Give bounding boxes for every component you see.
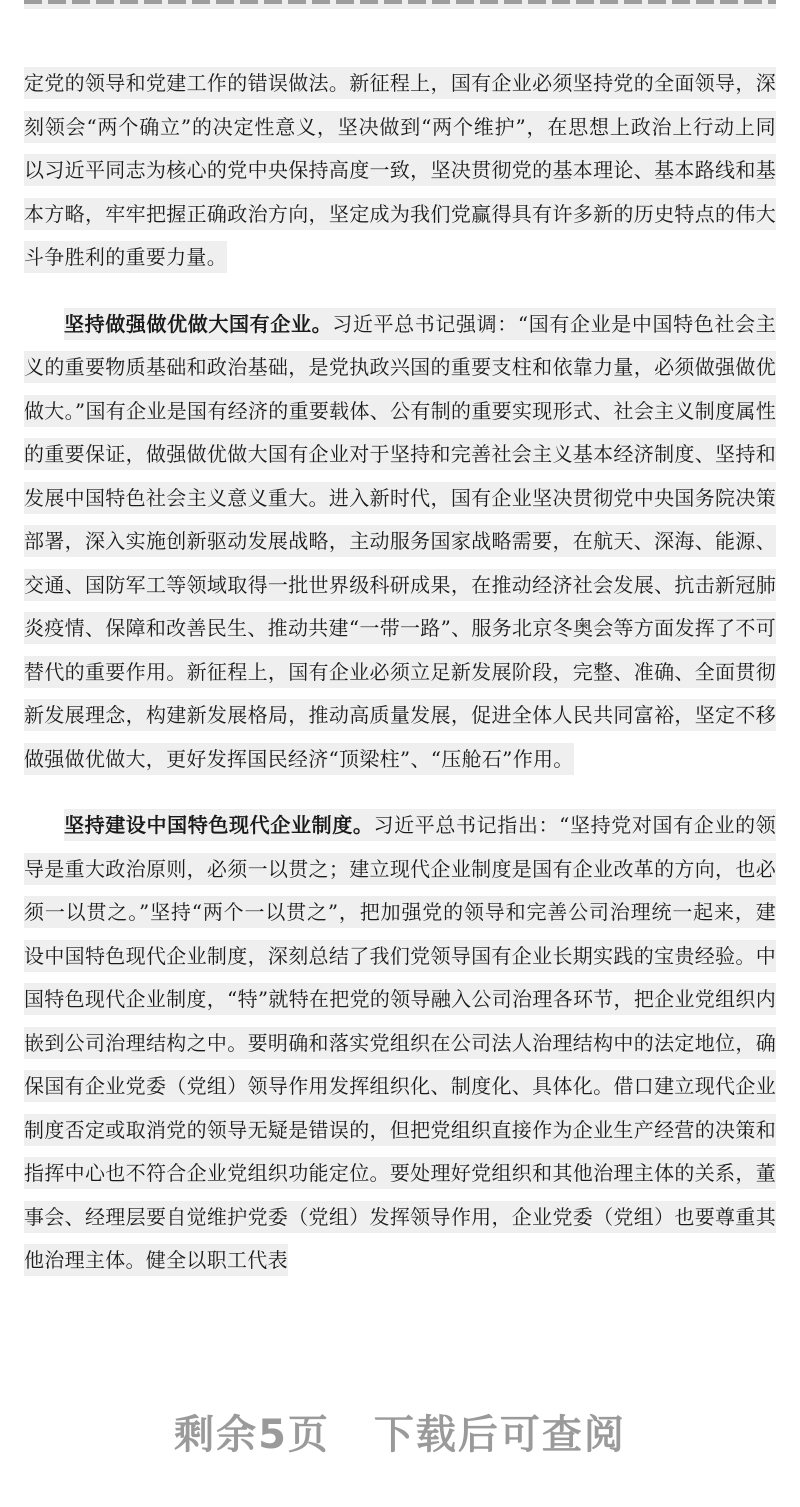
- paragraph-text: 定党的领导和党建工作的错误做法。新征程上，国有企业必须坚持党的全面领导，深刻领会“两个确立”的决定性意义，坚决做到“两个维护”，在思想上政治上行动上同以习近平同志为核心的党中央保持高度一致，坚决贯彻党的基本理论、基本路线和基本方略，牢牢把握正确政治方向，坚定成为我们党赢得具有许多新的历史特点的伟大斗争胜利的重要力量。: [24, 67, 776, 273]
- download-to-read-more-banner[interactable]: [0, 1403, 800, 1460]
- truncated-previous-line: [24, 0, 776, 9]
- paragraph-modern-enterprise-system: [24, 804, 776, 1283]
- paragraph-text: 习近平总书记指出：“坚持党对国有企业的领导是重大政治原则，必须一以贯之；建立现代企业制度是国有企业改革的方向，也必须一以贯之。”坚持“两个一以贯之”，把加强党的领导和完善公司治理统一起来，建设中国特色现代企业制度，深刻总结了我们党领导国有企业长期实践的宝贵经验。中国特色现代企业制度，“特”就特在把党的领导融入公司治理各环节，把企业党组织内嵌到公司治理结构之中。要明确和落实党组织在公司法人治理结构中的法定地位，确保国有企业党委（党组）领导作用发挥组织化、制度化、具体化。借口建立现代企业制度否定或取消党的领导无疑是错误的，但把党组织直接作为企业生产经营的决策和指挥中心也不符合企业党组织功能定位。要处理好党组织和其他治理主体的关系，董事会、经理层要自觉维护党委（党组）发挥领导作用，企业党委（党组）也要尊重其他治理主体。健全以职工代表: [24, 813, 777, 1272]
- paragraph-strengthen-soes: [24, 303, 776, 782]
- paragraph-heading: 坚持建设中国特色现代企业制度。: [64, 813, 374, 837]
- download-hint-label: 下载后可查阅: [373, 1412, 626, 1458]
- paragraph-heading: 坚持做强做优做大国有企业。: [64, 311, 333, 336]
- paragraph-party-leadership: [24, 62, 776, 280]
- document-body: [24, 62, 776, 1306]
- paragraph-text: 习近平总书记强调：“国有企业是中国特色社会主义的重要物质基础和政治基础，是党执政兴国的重要支柱和依靠力量，必须做强做优做大。”国有企业是国有经济的重要载体、公有制的重要实现形式、社会主义制度属性的重要保证，做强做优做大国有企业对于坚持和完善社会主义基本经济制度、坚持和发展中国特色社会主义意义重大。进入新时代，国有企业坚决贯彻党中央国务院决策部署，深入实施创新驱动发展战略，主动服务国家战略需要，在航天、深海、能源、交通、国防军工等领域取得一批世界级科研成果，在推动经济社会发展、抗击新冠肺炎疫情、保障和改善民生、推动共建“一带一路”、服务北京冬奥会等方面发挥了不可替代的重要作用。新征程上，国有企业必须立足新发展阶段，完整、准确、全面贯彻新发展理念，构建新发展格局，推动高质量发展，促进全体人民共同富裕，坚定不移做强做优做大，更好发挥国民经济“顶梁柱”、“压舱石”作用。: [24, 311, 777, 771]
- remaining-pages-label: 剩余5页: [174, 1412, 330, 1458]
